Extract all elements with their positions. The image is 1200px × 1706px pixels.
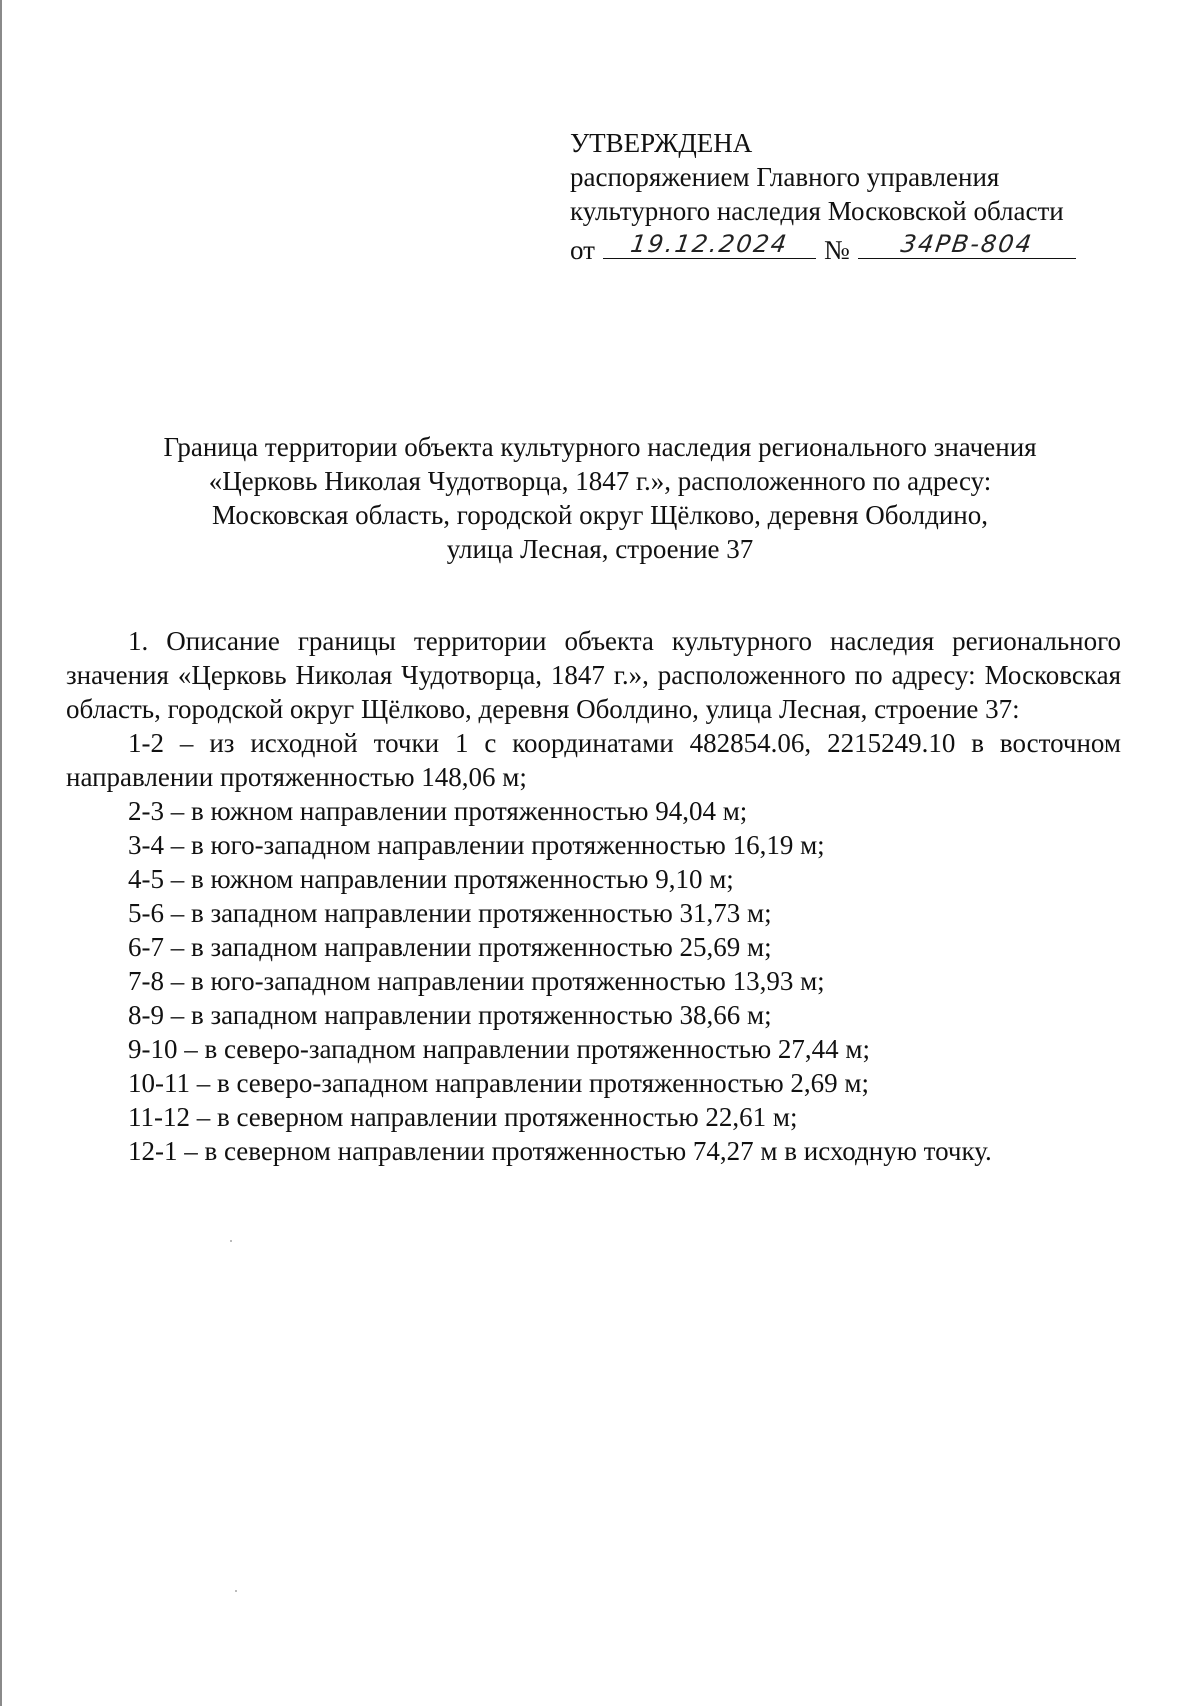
segment-1-2: 1-2 – из исходной точки 1 с координатами 482854.06, 2215249.10 в восточном направлении протяженностью 148,06 м; xyxy=(66,728,1121,792)
document-heading xyxy=(100,430,1100,566)
approval-line-2: культурного наследия Московской области xyxy=(570,196,1064,226)
segment-12-1: 12-1 – в северном направлении протяженностью 74,27 м в исходную точку. xyxy=(128,1136,992,1166)
segment-3-4: 3-4 – в юго-западном направлении протяженностью 16,19 м; xyxy=(128,830,825,860)
heading-line-4: улица Лесная, строение 37 xyxy=(446,534,754,564)
segment-9-10: 9-10 – в северо-западном направлении протяженностью 27,44 м; xyxy=(128,1034,870,1064)
handwritten-number: 34РВ-804 xyxy=(898,230,1035,258)
approval-block xyxy=(570,126,1076,267)
approval-line-1: распоряжением Главного управления xyxy=(570,162,1000,192)
scan-speck xyxy=(235,1590,237,1592)
heading-line-2: «Церковь Николая Чудотворца, 1847 г.», расположенного по адресу: xyxy=(208,466,992,496)
approval-title: УТВЕРЖДЕНА xyxy=(570,128,753,158)
section-1-intro: 1. Описание границы территории объекта культурного наследия регионального значения «Церковь Николая Чудотворца, 1847 г.», расположенного по адресу: Московская область, городской округ Щёлково, деревня Оболдино, улица Лесная, строение 37: xyxy=(66,626,1121,724)
handwritten-date: 19.12.2024 xyxy=(628,230,791,258)
date-prefix: от xyxy=(570,235,595,265)
approval-date-number-row xyxy=(570,228,1076,267)
scan-edge xyxy=(0,0,2,1706)
scan-speck xyxy=(230,1240,232,1242)
section-1-body xyxy=(66,624,1121,1168)
segment-10-11: 10-11 – в северо-западном направлении протяженностью 2,69 м; xyxy=(128,1068,869,1098)
segment-5-6: 5-6 – в западном направлении протяженностью 31,73 м; xyxy=(128,898,772,928)
heading-line-1: Граница территории объекта культурного наследия регионального значения xyxy=(163,432,1037,462)
heading-line-3: Московская область, городской округ Щёлково, деревня Оболдино, xyxy=(212,500,988,530)
segment-7-8: 7-8 – в юго-западном направлении протяженностью 13,93 м; xyxy=(128,966,825,996)
segment-8-9: 8-9 – в западном направлении протяженностью 38,66 м; xyxy=(128,1000,772,1030)
segment-4-5: 4-5 – в южном направлении протяженностью 9,10 м; xyxy=(128,864,734,894)
date-field xyxy=(603,228,816,259)
number-sign: № xyxy=(823,235,850,265)
segment-2-3: 2-3 – в южном направлении протяженностью 94,04 м; xyxy=(128,796,748,826)
segment-6-7: 6-7 – в западном направлении протяженностью 25,69 м; xyxy=(128,932,772,962)
segment-11-12: 11-12 – в северном направлении протяженностью 22,61 м; xyxy=(128,1102,798,1132)
number-field xyxy=(858,228,1076,259)
